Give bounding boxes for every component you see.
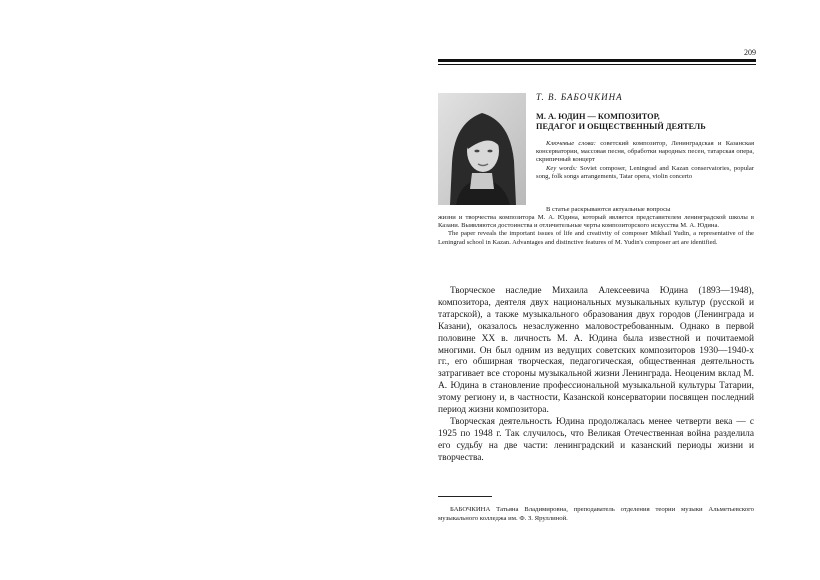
header-rule-thin [438, 64, 756, 65]
page-number: 209 [744, 48, 756, 57]
keywords-ru-label: Ключевые слова: [546, 140, 596, 147]
article-body [438, 286, 754, 465]
abstract-en: The paper reveals the important issues of life and creativity of composer Mikhail Yudin, a representative of the Leningrad school in Kazan. Advantages and distinctive features of M. Yudin's composer art are identified. [438, 230, 754, 246]
journal-page [438, 40, 756, 560]
header-rule-thick [438, 59, 756, 62]
body-paragraph-2: Творческая деятельность Юдина продолжалась менее четверти века — с 1925 по 1948 г. Так случилось, что Великая Отечественная война разделила его судьбу на две части: ленинградский и казанский периоды жизни и творчества. [438, 416, 754, 463]
abstract-ru-rest: жизни и творчества композитора М. А. Юдина, который является представителем ленинградской школы в Казани. Выявляются достоинства и отличительные черты композиторского искусства М. А. Юдина. [438, 214, 754, 230]
footnote-rule [438, 496, 492, 497]
keywords-en [536, 165, 754, 181]
author-photo [438, 93, 526, 205]
keywords-block [536, 140, 754, 181]
author-name: Т. В. БАБОЧКИНА [536, 92, 623, 102]
keywords-ru [536, 140, 754, 165]
article-title [536, 112, 754, 132]
title-line-2: ПЕДАГОГ И ОБЩЕСТВЕННЫЙ ДЕЯТЕЛЬ [536, 122, 706, 131]
keywords-en-label: Key words: [546, 164, 578, 172]
keywords-ru-text: советский композитор, Ленинградская и Казанская консерватории, массовая песня, обработки народных песен, татарская опера, скрипичный концерт [536, 140, 755, 164]
abstract-ru-first-line: В статье раскрываются актуальные вопросы [546, 206, 671, 213]
footnote: БАБОЧКИНА Татьяна Владимировна, преподаватель отделения теории музыки Альметьевского музыкального колледжа им. Ф. З. Яруллиной. [438, 506, 754, 522]
body-paragraph-1: Творческое наследие Михаила Алексеевича Юдина (1893—1948), композитора, деятеля двух национальных музыкальных культур (русской и татарской), а также музыкального образования двух городов (Ленинграда и Казани), оказалось незаслуженно маловостребованным. Однако в первой половине XX в. личность М. А. Юдина была известной и почитаемой многими. Он был одним из ведущих советских композиторов 1930—1940-х гг., его обширная творческая, педагогическая, общественная деятельность затрагивает все стороны музыкальной жизни Ленинграда. Неоценим вклад М. А. Юдина в становление профессиональной музыкальной культуры Татарии, этому региону и, в частности, Казанской консерватории посвящен последний период жизни композитора. [438, 286, 754, 416]
title-line-1: М. А. ЮДИН — КОМПОЗИТОР, [536, 112, 660, 121]
abstract-block [438, 214, 754, 247]
keywords-en-text: Soviet composer, Leningrad and Kazan conservatories, popular song, folk songs arrangements, Tatar opera, violin concerto [536, 164, 754, 180]
